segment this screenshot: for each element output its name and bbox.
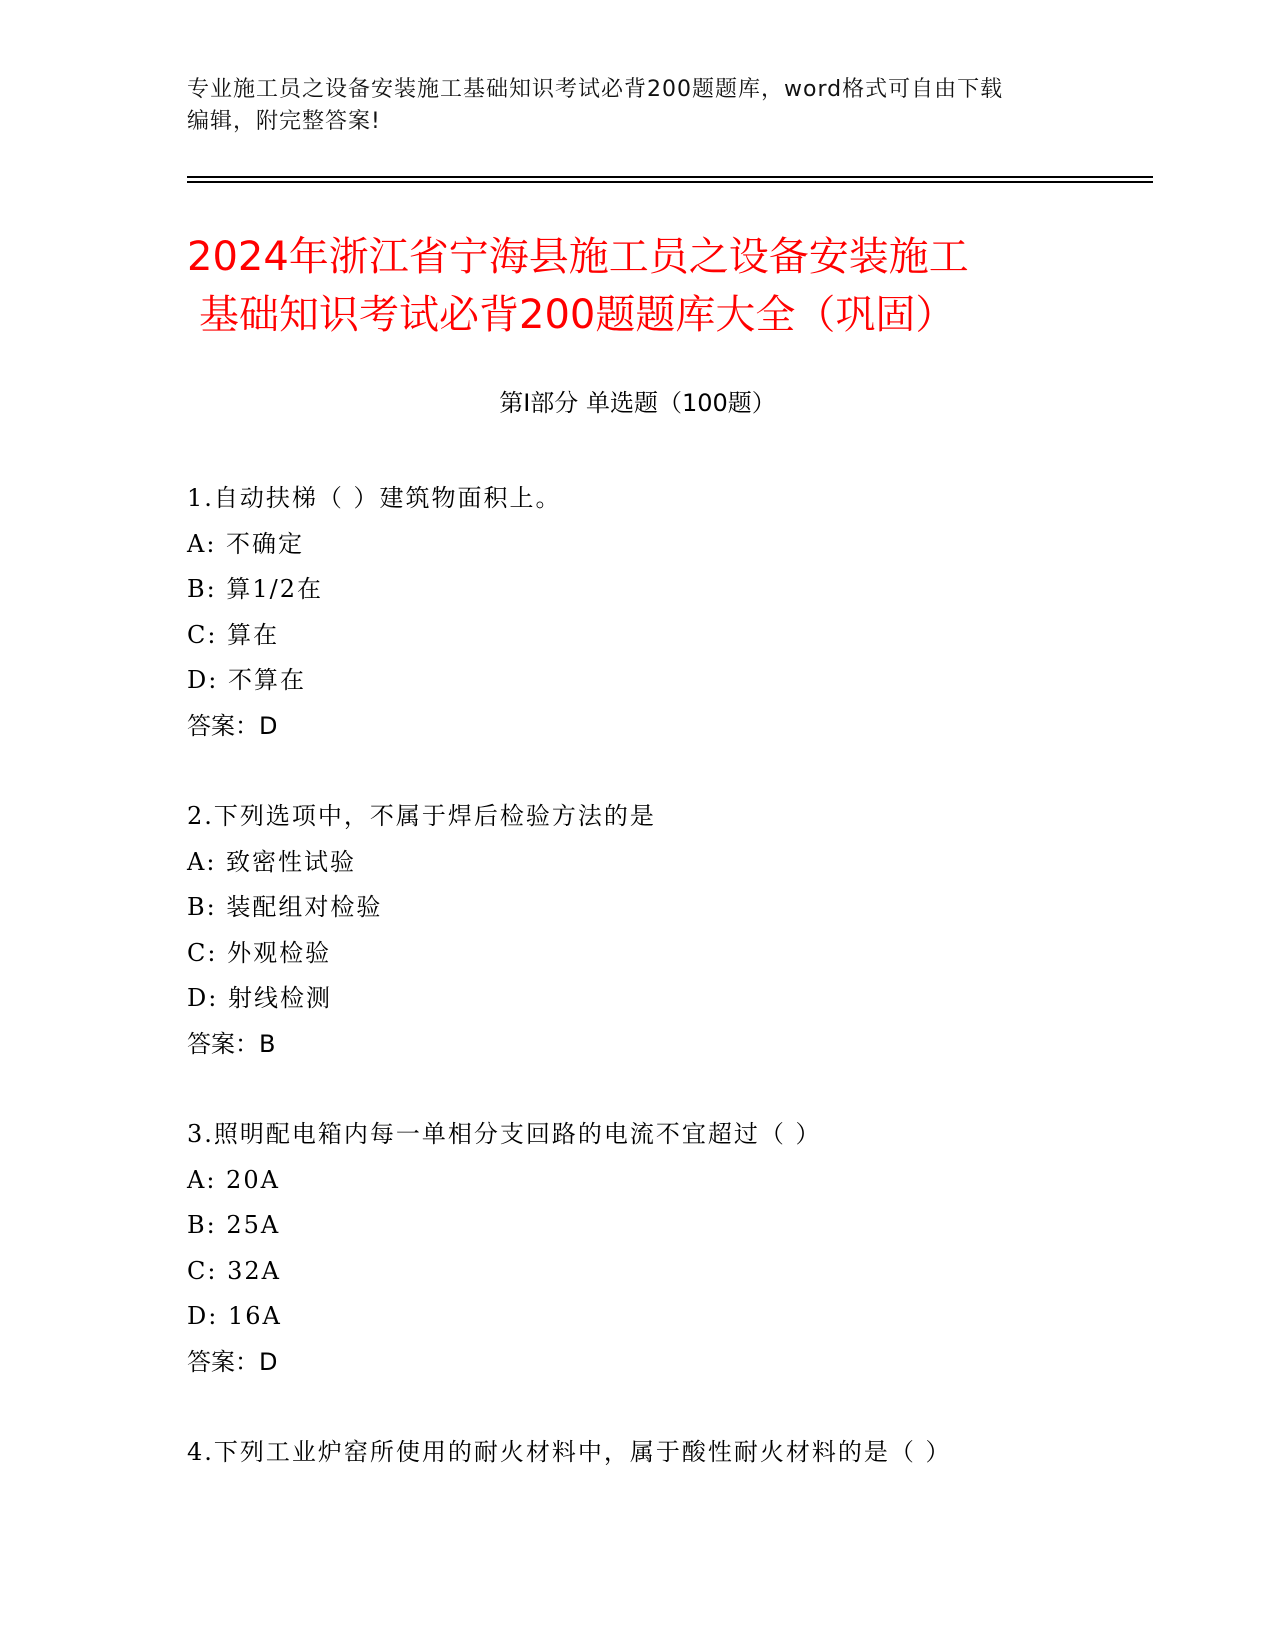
question-1 — [187, 476, 1147, 749]
question-stem: 3.照明配电箱内每一单相分支回路的电流不宜超过（ ） — [187, 1120, 822, 1148]
question-stem: 4.下列工业炉窑所使用的耐火材料中，属于酸性耐火材料的是（ ） — [187, 1438, 952, 1466]
document-title — [187, 228, 1087, 344]
option-c: C: 算在 — [187, 620, 280, 649]
option-c: C: 外观检验 — [187, 938, 332, 967]
option-d: D: 射线检测 — [187, 984, 332, 1012]
header-divider-bottom — [187, 181, 1153, 183]
header-divider-top — [187, 176, 1153, 178]
header-note-line-2: 编辑，附完整答案! — [187, 109, 381, 134]
option-b: B: 算1/2在 — [187, 575, 323, 603]
option-d: D: 不算在 — [187, 666, 306, 694]
option-b: B: 装配组对检验 — [187, 893, 383, 921]
answer: 答案：B — [187, 1029, 276, 1058]
option-a: A: 致密性试验 — [187, 847, 357, 876]
answer: 答案：D — [187, 1347, 278, 1376]
section-title: 第I部分 单选题（100题） — [499, 389, 776, 417]
question-list — [187, 476, 1147, 1521]
option-d: D: 16A — [187, 1302, 282, 1330]
question-2 — [187, 794, 1147, 1067]
question-4 — [187, 1430, 1147, 1476]
option-a: A: 不确定 — [187, 529, 305, 558]
question-stem: 2.下列选项中，不属于焊后检验方法的是 — [187, 802, 656, 830]
option-c: C: 32A — [187, 1256, 281, 1285]
document-title-line-2: 基础知识考试必背200题题库大全（巩固） — [199, 292, 956, 338]
header-note-line-1: 专业施工员之设备安装施工基础知识考试必背200题题库，word格式可自由下载 — [187, 77, 1004, 102]
answer: 答案：D — [187, 711, 278, 740]
header-note — [187, 74, 1067, 138]
question-stem: 1.自动扶梯（ ）建筑物面积上。 — [187, 484, 562, 512]
question-3 — [187, 1112, 1147, 1385]
document-title-line-1: 2024年浙江省宁海县施工员之设备安装施工 — [187, 234, 969, 280]
option-a: A: 20A — [187, 1165, 280, 1194]
option-b: B: 25A — [187, 1211, 281, 1239]
